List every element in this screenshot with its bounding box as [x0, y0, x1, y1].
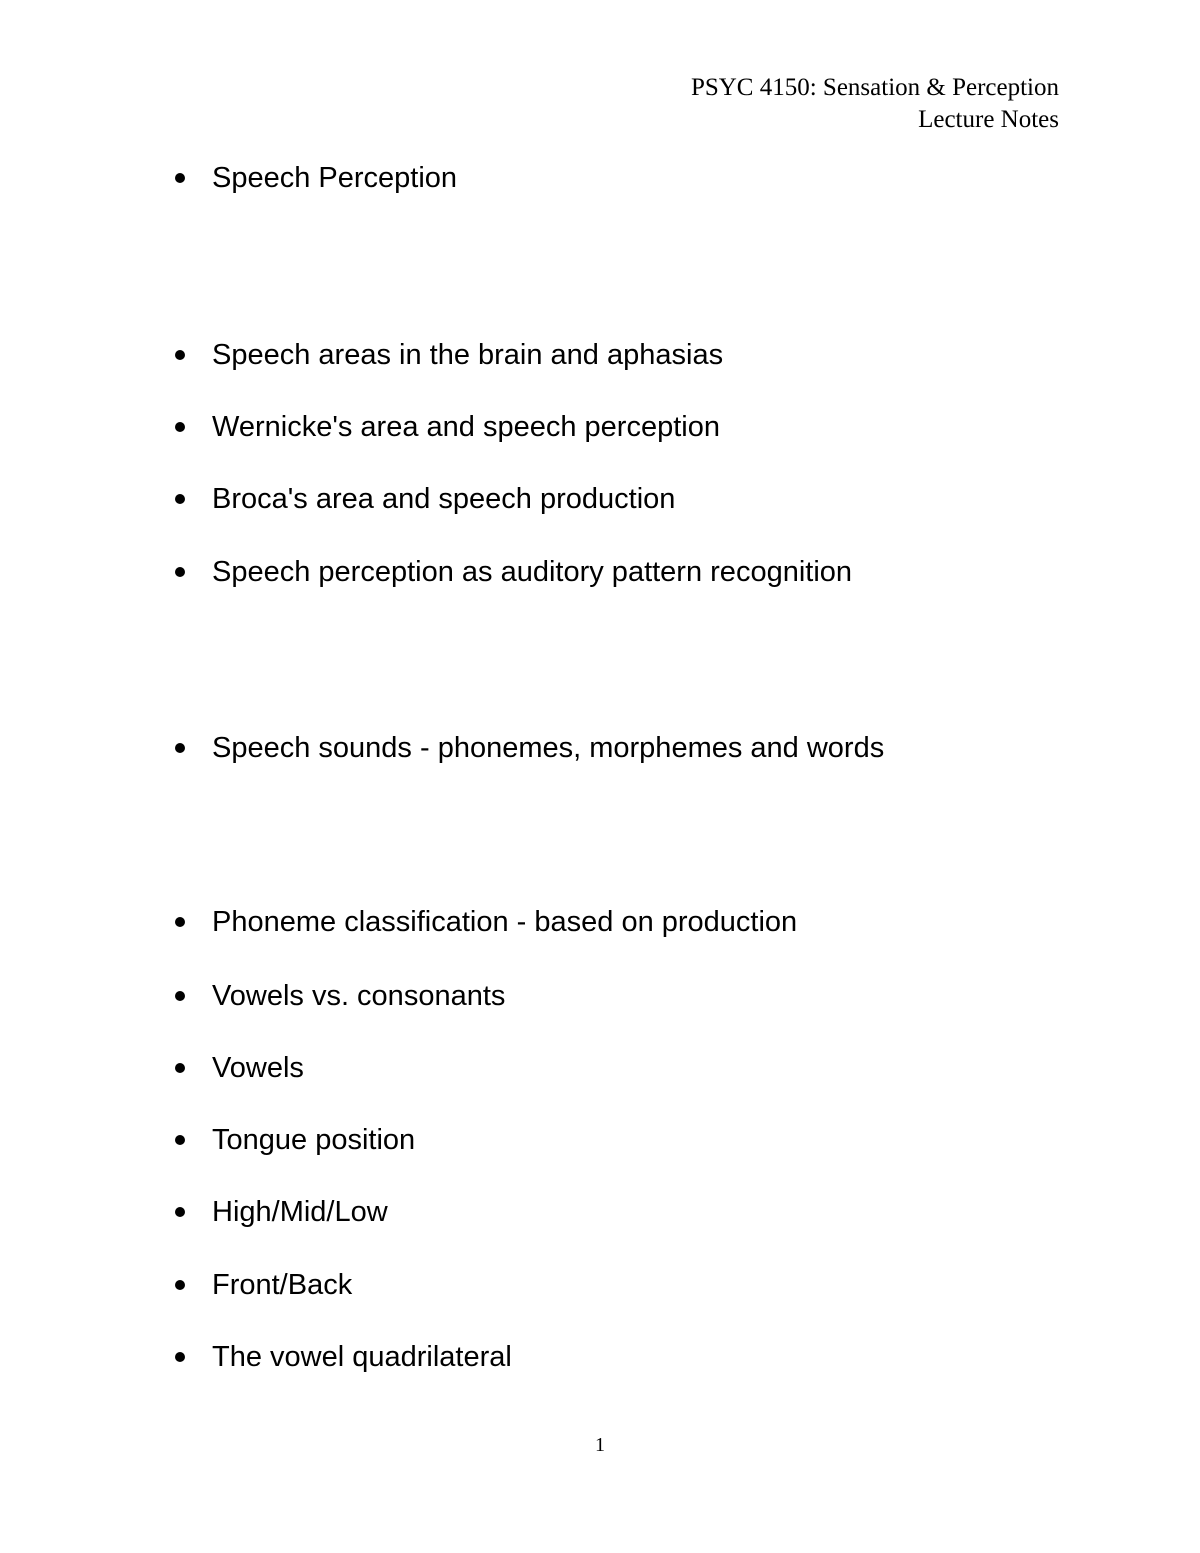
list-item-text: Speech Perception — [212, 161, 458, 194]
bullet-icon — [175, 1352, 185, 1362]
list-item — [175, 1192, 388, 1232]
list-item-text: The vowel quadrilateral — [212, 1340, 512, 1373]
list-item-text: Broca's area and speech production — [212, 482, 676, 515]
list-item-text: Speech areas in the brain and aphasias — [212, 338, 724, 371]
bullet-icon — [175, 1063, 185, 1073]
list-item-text: Vowels — [212, 1051, 304, 1084]
bullet-icon — [175, 567, 185, 577]
list-item-text: Wernicke's area and speech perception — [212, 410, 720, 443]
list-item — [175, 1337, 512, 1377]
bullet-icon — [175, 422, 185, 432]
bullet-icon — [175, 917, 185, 927]
list-item-text: Speech perception as auditory pattern recognition — [212, 555, 853, 588]
bullet-icon — [175, 350, 185, 360]
list-item — [175, 728, 884, 768]
course-title: PSYC 4150: Sensation & Perception — [690, 74, 1059, 101]
list-item — [175, 1048, 304, 1088]
list-item — [175, 335, 723, 375]
bullet-icon — [175, 991, 185, 1001]
list-item-text: Tongue position — [212, 1123, 416, 1156]
bullet-icon — [175, 743, 185, 753]
bullet-icon — [175, 494, 185, 504]
list-item-text: High/Mid/Low — [212, 1195, 388, 1228]
list-item — [175, 1265, 352, 1305]
bullet-icon — [175, 173, 185, 183]
bullet-icon — [175, 1280, 185, 1290]
list-item — [175, 407, 720, 447]
list-item-text: Phoneme classification - based on production — [212, 905, 798, 938]
list-item — [175, 552, 852, 592]
list-item-text: Front/Back — [212, 1268, 353, 1301]
list-item — [175, 1120, 415, 1160]
bullet-icon — [175, 1207, 185, 1217]
document-type: Lecture Notes — [918, 106, 1059, 133]
page-number: 1 — [595, 1434, 605, 1456]
list-item-text: Speech sounds - phonemes, morphemes and words — [212, 731, 885, 764]
list-item — [175, 158, 457, 198]
list-item-text: Vowels vs. consonants — [212, 979, 506, 1012]
bullet-icon — [175, 1135, 185, 1145]
list-item — [175, 479, 675, 519]
list-item — [175, 976, 505, 1016]
list-item — [175, 902, 797, 942]
